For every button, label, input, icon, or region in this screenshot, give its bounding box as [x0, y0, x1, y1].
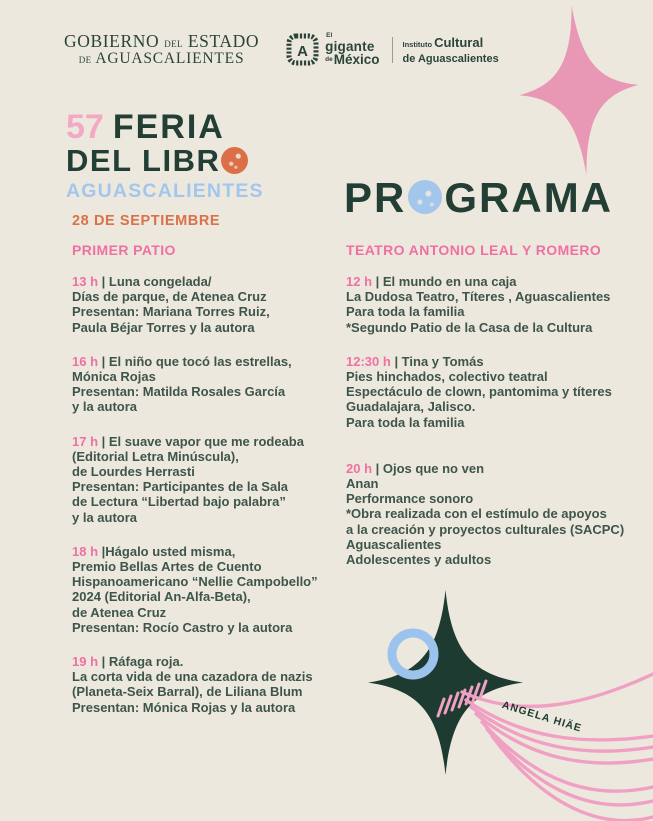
- event-line: La Dudosa Teatro, Títeres , Aguascalientes: [346, 289, 611, 305]
- event-line: Presentan: Matilda Rosales García: [72, 384, 286, 400]
- fair-title: [66, 110, 264, 202]
- event-line: Hispanoamericano “Nellie Campobello”: [72, 574, 318, 590]
- event-line: a la creación y proyectos culturales (SACPC): [346, 521, 625, 537]
- event-details: [72, 369, 357, 415]
- event-line: Performance sonoro: [346, 491, 474, 507]
- gigante-hatched-a-icon: [286, 33, 319, 66]
- logo-bar: [64, 33, 499, 67]
- logo-divider: [392, 37, 393, 63]
- gigante-el: El: [326, 32, 333, 40]
- gobierno-estado-logo: [64, 33, 259, 67]
- left-column: [72, 242, 357, 734]
- event: [346, 354, 653, 430]
- event-line: de Atenea Cruz: [72, 604, 167, 620]
- event-details: [346, 289, 653, 335]
- event-line: y la autora: [72, 509, 138, 525]
- event-line: Presentan: Mónica Rojas y la autora: [72, 699, 296, 715]
- gigante-mexico: $^{de}$México: [325, 52, 380, 68]
- programa-headline: PR GRAMA: [344, 174, 614, 221]
- blue-o-dot-icon: [408, 180, 442, 214]
- event-time: 20 h: [346, 460, 373, 476]
- venue-teatro-antonio-leal-y-romero: TEATRO ANTONIO LEAL Y ROMERO: [346, 242, 602, 258]
- event-title: | El niño que tocó las estrellas,: [101, 353, 292, 369]
- pink-wavy-lines: [462, 674, 653, 821]
- fair-title-line1: 57 FERIA: [66, 108, 225, 146]
- orange-o-dot-icon: [221, 147, 248, 174]
- instituto-logo-line1: Instituto Cultural: [402, 35, 484, 51]
- event-title: |Hágalo usted misma,: [101, 543, 236, 559]
- event: [72, 354, 357, 415]
- event-line: *Obra realizada con el estímulo de apoyos: [346, 506, 607, 522]
- illustrator-signature: ANGELA HIÄE: [500, 699, 584, 735]
- event-title: | Ráfaga roja.: [101, 654, 184, 670]
- event-line: y la autora: [72, 399, 138, 415]
- event-line: Guadalajara, Jalisco.: [346, 399, 476, 415]
- fair-title-line2: DEL LIBR: [66, 145, 264, 176]
- gigante-logo-text: [325, 33, 379, 67]
- event-title: | El suave vapor que me rodeaba: [101, 433, 304, 449]
- event-line: Premio Bellas Artes de Cuento: [72, 559, 262, 575]
- event-line: Espectáculo de clown, pantomima y títeres: [346, 384, 612, 400]
- venue-primer-patio: PRIMER PATIO: [72, 242, 176, 258]
- event-line: Presentan: Mariana Torres Ruiz,: [72, 304, 270, 320]
- event-time: 19 h: [72, 654, 99, 670]
- event-details: [72, 449, 357, 525]
- event-title: | Luna congelada/: [101, 274, 212, 289]
- event-line: de Lectura “Libertad bajo palabra”: [72, 494, 286, 510]
- event: [72, 544, 357, 635]
- event-line: Mónica Rojas: [72, 369, 156, 385]
- event-line: Presentan: Participantes de la Sala: [72, 479, 289, 495]
- fair-title-line3: AGUASCALIENTES: [66, 180, 264, 202]
- event-details: [72, 559, 357, 635]
- event: [346, 461, 653, 567]
- event-time: 13 h: [72, 274, 99, 289]
- event: [346, 274, 653, 335]
- event-line: Para toda la familia: [346, 414, 465, 430]
- event: [72, 654, 357, 715]
- event-title: | Tina y Tomás: [394, 353, 484, 369]
- event-date: 28 DE SEPTIEMBRE: [72, 213, 221, 229]
- event-line: Adolescentes y adultos: [346, 552, 492, 568]
- event-details: [72, 289, 357, 335]
- event-line: Para toda la familia: [346, 304, 465, 320]
- gigante-de-mexico-logo: [286, 33, 379, 67]
- event-time: 12:30 h: [346, 353, 391, 369]
- event-line: Pies hinchados, colectivo teatral: [346, 369, 548, 385]
- event-line: Días de parque, de Atenea Cruz: [72, 289, 267, 305]
- event-time: 17 h: [72, 433, 99, 449]
- pink-sparkle-star: [512, 0, 646, 180]
- event-details: [346, 476, 653, 567]
- event-line: (Editorial Letra Minúscula),: [72, 448, 239, 464]
- event: [72, 434, 357, 525]
- svg-text:A: A: [297, 43, 309, 61]
- event-time: 12 h: [346, 274, 373, 289]
- event-line: *Segundo Patio de la Casa de la Cultura: [346, 319, 593, 335]
- fair-edition-number: 57: [66, 108, 104, 146]
- right-column: [346, 242, 653, 586]
- event: [72, 274, 357, 335]
- event-line: Presentan: Rocío Castro y la autora: [72, 619, 293, 635]
- event-line: 2024 (Editorial An-Alfa-Beta),: [72, 589, 251, 605]
- gigante-name: gigante: [325, 38, 375, 54]
- event-time: 18 h: [72, 543, 99, 559]
- event-title: | El mundo en una caja: [375, 274, 517, 289]
- event-details: [72, 669, 357, 715]
- event-title: | Ojos que no ven: [375, 460, 485, 476]
- event-line: Anan: [346, 476, 379, 492]
- event-line: La corta vida de una cazadora de nazis: [72, 669, 313, 685]
- event-time: 16 h: [72, 353, 99, 369]
- event-line: Aguascalientes: [346, 536, 442, 552]
- instituto-logo-line2: de Aguascalientes: [402, 52, 499, 65]
- gobierno-logo-line2: DE AGUASCALIENTES: [78, 49, 245, 67]
- event-line: de Lourdes Herrasti: [72, 464, 195, 480]
- event-details: [346, 369, 653, 430]
- instituto-cultural-logo: [403, 34, 499, 65]
- event-line: Paula Béjar Torres y la autora: [72, 319, 255, 335]
- gobierno-logo-line1: GOBIERNO DEL ESTADO: [64, 31, 260, 51]
- event-line: (Planeta-Seix Barral), de Liliana Blum: [72, 684, 303, 700]
